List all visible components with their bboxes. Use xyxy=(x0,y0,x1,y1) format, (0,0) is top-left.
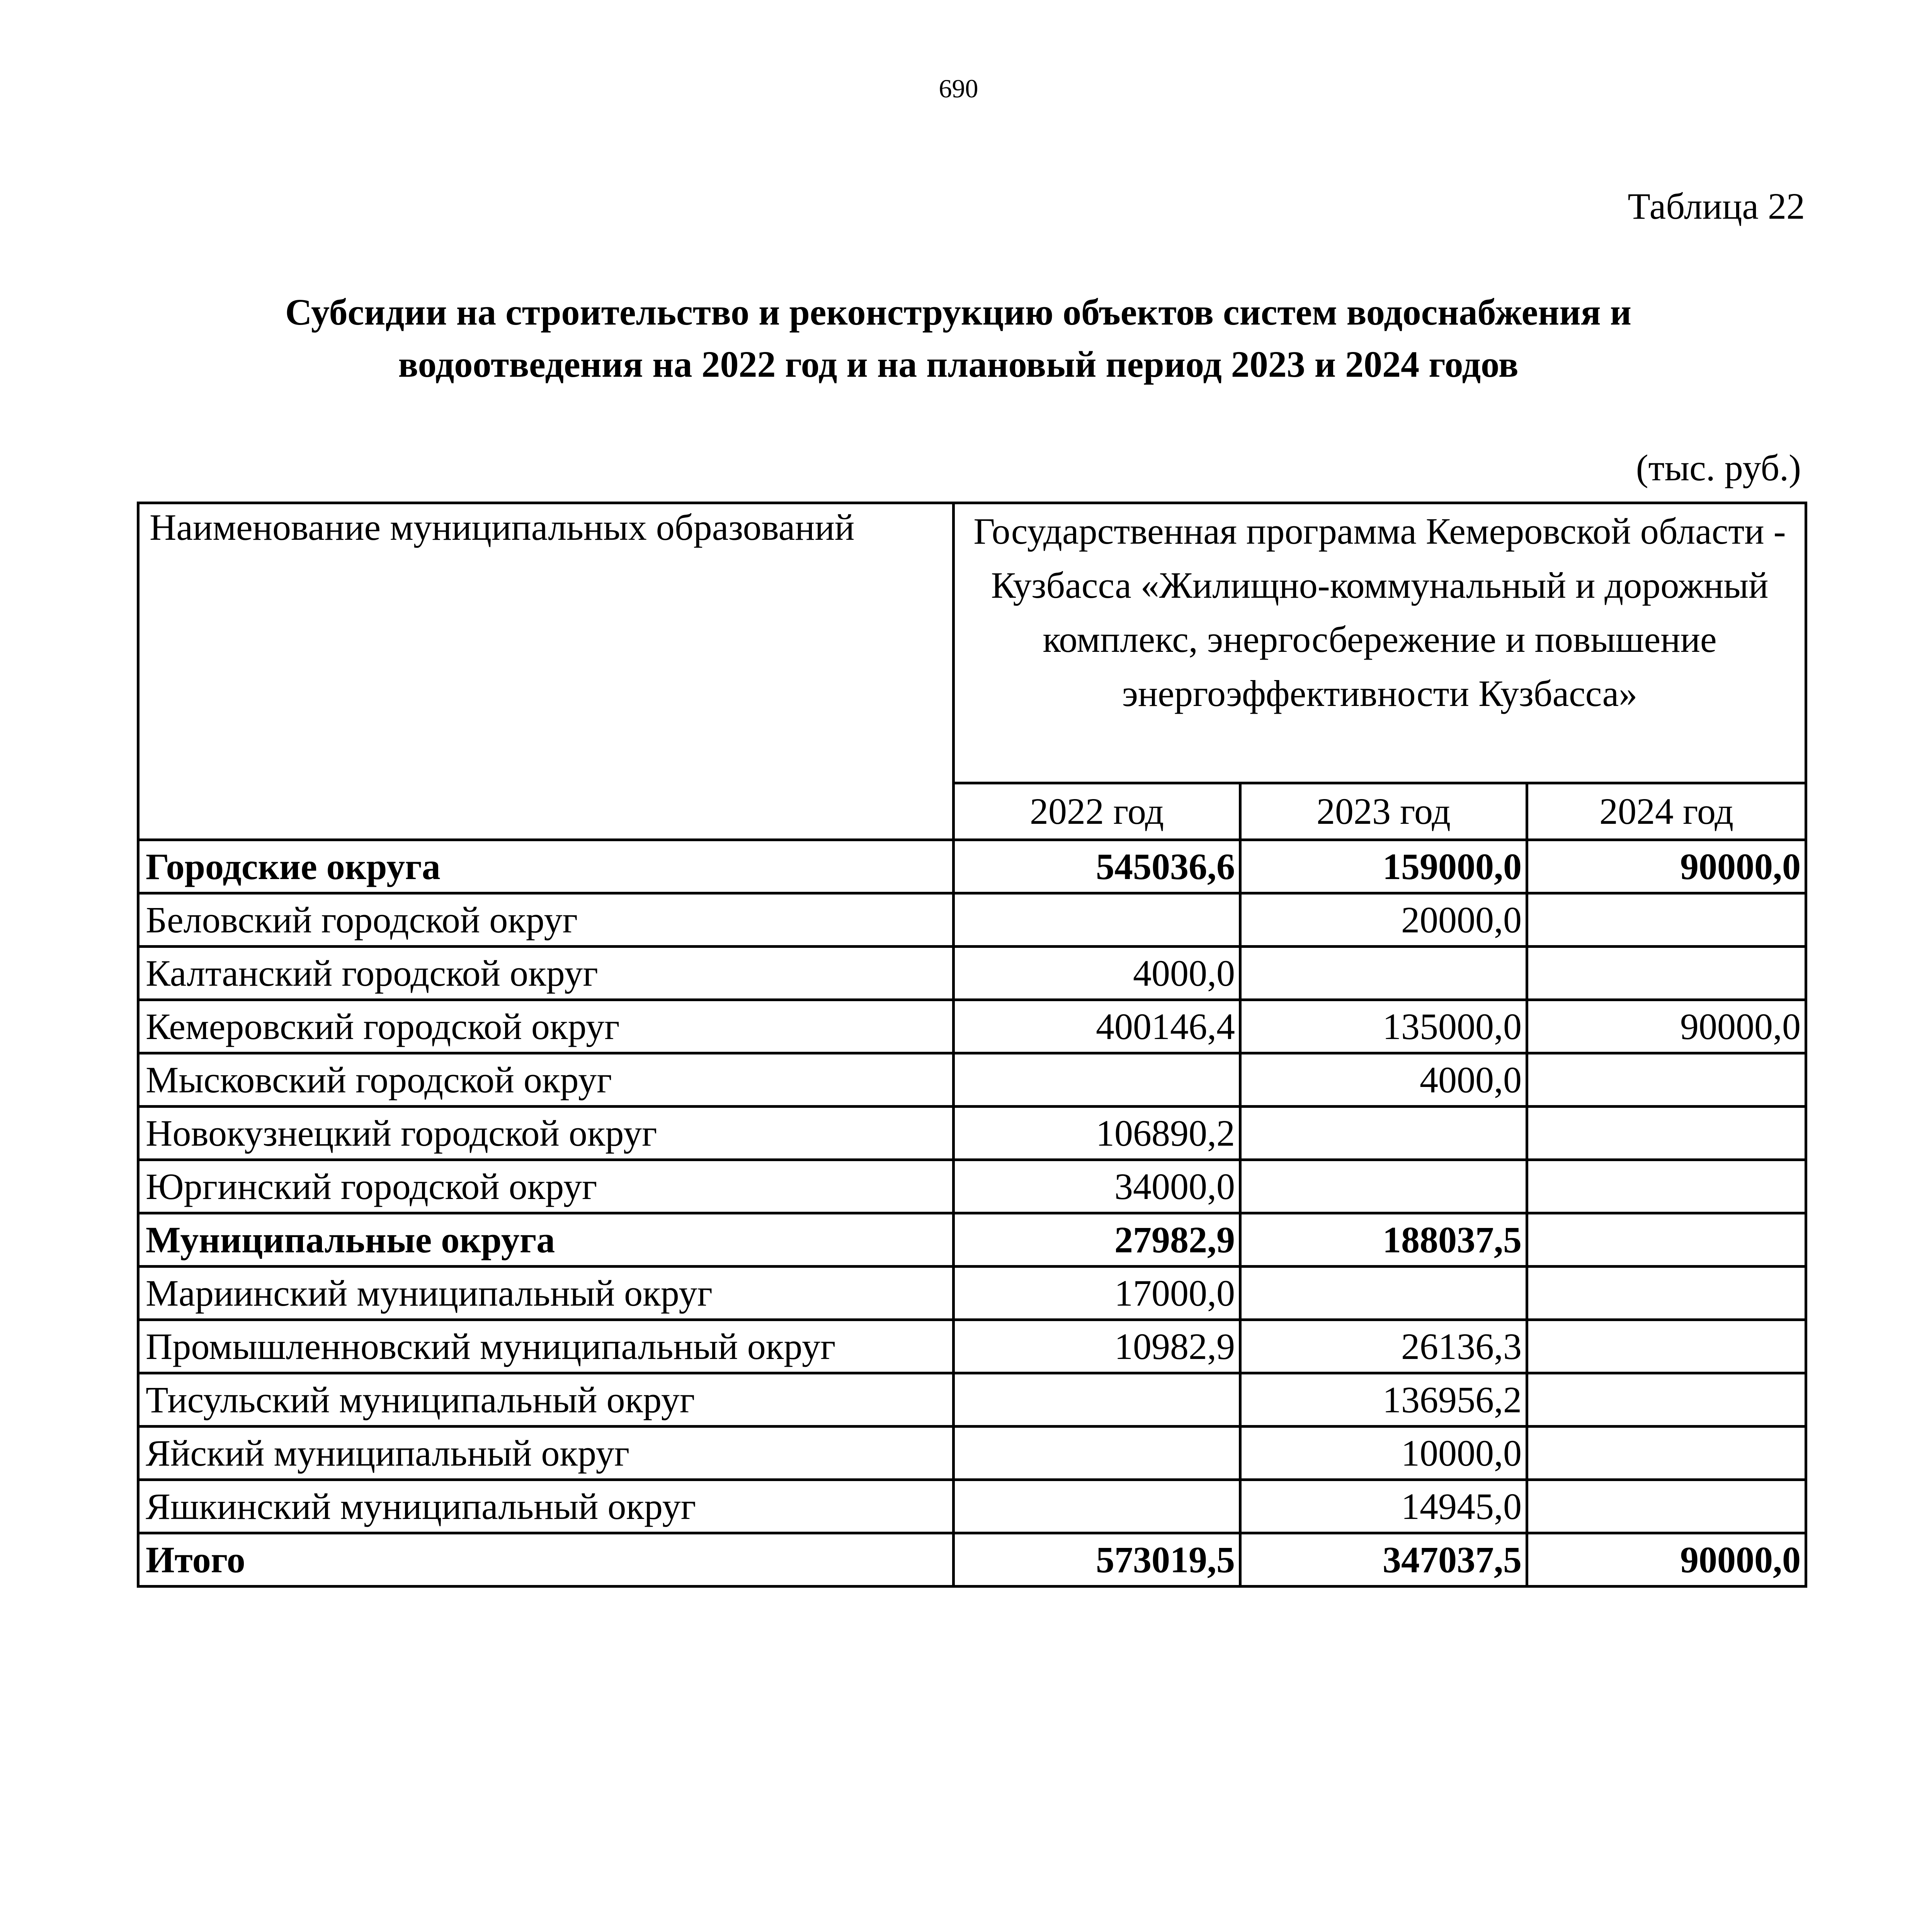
row-name: Промышленновский муниципальный округ xyxy=(138,1320,954,1373)
cell-2023: 20000,0 xyxy=(1240,893,1527,947)
cell-2024 xyxy=(1527,1213,1806,1267)
row-name: Новокузнецкий городской округ xyxy=(138,1107,954,1160)
header-year-2024: 2024 год xyxy=(1527,783,1806,840)
cell-2022: 573019,5 xyxy=(954,1533,1240,1587)
row-name: Беловский городской округ xyxy=(138,893,954,947)
cell-2022 xyxy=(954,1427,1240,1480)
cell-2024 xyxy=(1527,1320,1806,1373)
cell-2022: 4000,0 xyxy=(954,947,1240,1000)
subsidies-table xyxy=(137,502,1807,1588)
cell-2022: 545036,6 xyxy=(954,840,1240,893)
cell-2024 xyxy=(1527,1107,1806,1160)
table-row xyxy=(138,1000,1806,1053)
cell-2022 xyxy=(954,1480,1240,1533)
cell-2024 xyxy=(1527,1267,1806,1320)
row-name: Городские округа xyxy=(138,840,954,893)
row-name: Тисульский муниципальный округ xyxy=(138,1373,954,1427)
cell-2024: 90000,0 xyxy=(1527,1533,1806,1587)
row-name: Кемеровский городской округ xyxy=(138,1000,954,1053)
header-row xyxy=(138,503,1806,783)
cell-2023 xyxy=(1240,947,1527,1000)
cell-2023: 4000,0 xyxy=(1240,1053,1527,1107)
cell-2022 xyxy=(954,1053,1240,1107)
cell-2024 xyxy=(1527,1480,1806,1533)
table-row xyxy=(138,1373,1806,1427)
cell-2022: 27982,9 xyxy=(954,1213,1240,1267)
cell-2024 xyxy=(1527,1373,1806,1427)
cell-2023 xyxy=(1240,1107,1527,1160)
cell-2023 xyxy=(1240,1267,1527,1320)
table-row xyxy=(138,893,1806,947)
cell-2024 xyxy=(1527,1427,1806,1480)
document-title: Субсидии на строительство и реконструкцию объектов систем водоснабжения и водоотведения на 2022 год и на плановый период 2023 и 2024 годов xyxy=(285,291,1631,385)
table-row-subtotal xyxy=(138,1213,1806,1267)
table-row-subtotal xyxy=(138,840,1806,893)
cell-2022: 400146,4 xyxy=(954,1000,1240,1053)
page-number: 690 xyxy=(939,74,978,103)
table-row xyxy=(138,1320,1806,1373)
table-row xyxy=(138,1480,1806,1533)
row-name: Муниципальные округа xyxy=(138,1213,954,1267)
table-row xyxy=(138,1053,1806,1107)
header-year-2023: 2023 год xyxy=(1240,783,1527,840)
cell-2022: 34000,0 xyxy=(954,1160,1240,1213)
cell-2023: 159000,0 xyxy=(1240,840,1527,893)
row-name: Мысковский городской округ xyxy=(138,1053,954,1107)
cell-2023: 136956,2 xyxy=(1240,1373,1527,1427)
cell-2022: 17000,0 xyxy=(954,1267,1240,1320)
row-name: Яшкинский муниципальный округ xyxy=(138,1480,954,1533)
table-row xyxy=(138,1427,1806,1480)
table-row-total xyxy=(138,1533,1806,1587)
cell-2023 xyxy=(1240,1160,1527,1213)
table-row xyxy=(138,947,1806,1000)
cell-2024: 90000,0 xyxy=(1527,1000,1806,1053)
cell-2023: 26136,3 xyxy=(1240,1320,1527,1373)
cell-2024 xyxy=(1527,947,1806,1000)
row-name: Калтанский городской округ xyxy=(138,947,954,1000)
row-name: Юргинский городской округ xyxy=(138,1160,954,1213)
cell-2024: 90000,0 xyxy=(1527,840,1806,893)
header-program: Государственная программа Кемеровской области - Кузбасса «Жилищно-коммунальный и дорожный комплекс, энергосбережение и повышение энергоэффективности Кузбасса» xyxy=(954,503,1806,783)
cell-2022: 10982,9 xyxy=(954,1320,1240,1373)
table-row xyxy=(138,1160,1806,1213)
cell-2023: 347037,5 xyxy=(1240,1533,1527,1587)
cell-2023: 188037,5 xyxy=(1240,1213,1527,1267)
row-name: Яйский муниципальный округ xyxy=(138,1427,954,1480)
row-name: Итого xyxy=(138,1533,954,1587)
table-number: Таблица 22 xyxy=(1628,185,1805,227)
cell-2024 xyxy=(1527,893,1806,947)
header-name-column: Наименование муниципальных образований xyxy=(138,503,954,840)
cell-2023: 135000,0 xyxy=(1240,1000,1527,1053)
cell-2024 xyxy=(1527,1053,1806,1107)
cell-2022 xyxy=(954,893,1240,947)
table-row xyxy=(138,1267,1806,1320)
cell-2022 xyxy=(954,1373,1240,1427)
table-row xyxy=(138,1107,1806,1160)
header-year-2022: 2022 год xyxy=(954,783,1240,840)
units-label: (тыс. руб.) xyxy=(1636,447,1801,488)
row-name: Мариинский муниципальный округ xyxy=(138,1267,954,1320)
cell-2022: 106890,2 xyxy=(954,1107,1240,1160)
cell-2024 xyxy=(1527,1160,1806,1213)
cell-2023: 14945,0 xyxy=(1240,1480,1527,1533)
cell-2023: 10000,0 xyxy=(1240,1427,1527,1480)
